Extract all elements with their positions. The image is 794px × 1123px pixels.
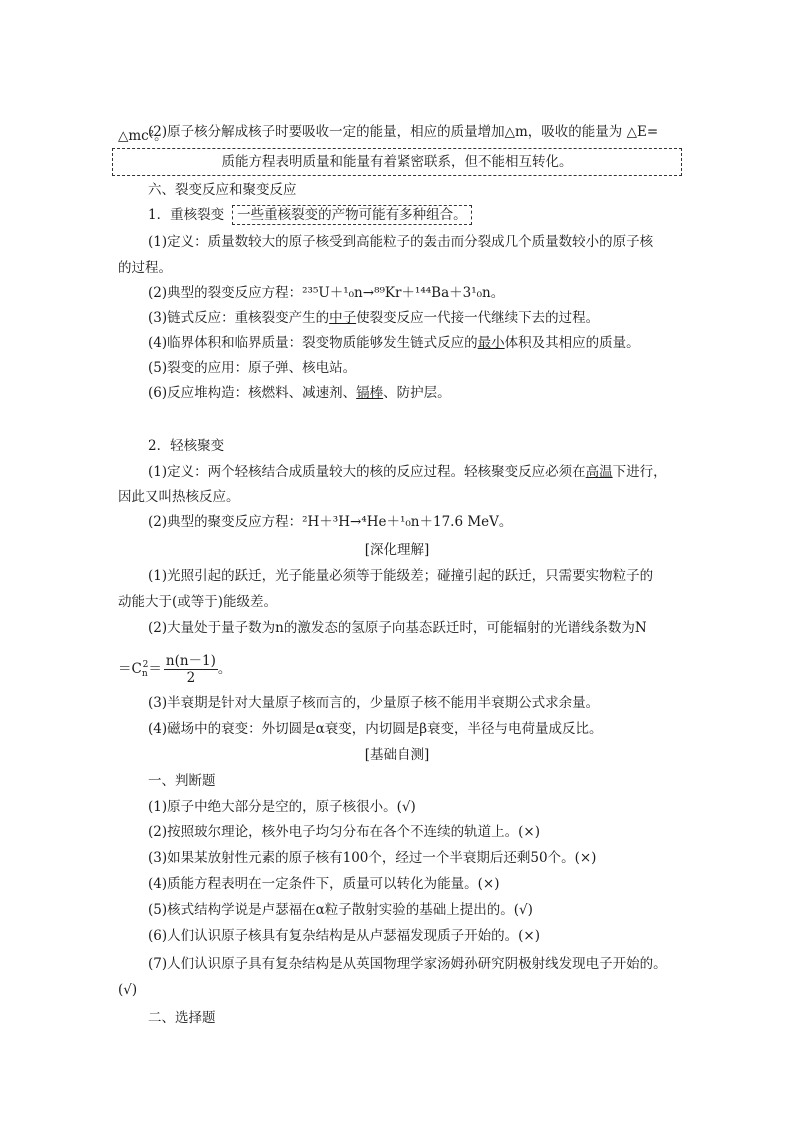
text-segment: 体积及其相应的质量。 bbox=[504, 335, 640, 351]
underlined-term: 中子 bbox=[329, 310, 357, 326]
equation-line: (2)典型的裂变反应方程：²³⁵U＋¹₀n→⁸⁹Kr＋¹⁴⁴Ba＋3¹₀n。 bbox=[148, 285, 505, 301]
paragraph-line: (1)定义：质量数较大的原子核受到高能粒子的轰击而分裂成几个质量数较小的原子核 bbox=[148, 234, 654, 250]
text-segment: (6)反应堆构造：核燃料、减速剂、 bbox=[148, 385, 357, 401]
list-item: (1)原子中绝大部分是空的，原子核很小。(√) bbox=[148, 799, 416, 815]
note-inline-box: 一些重核裂变的产物可能有多种组合。 bbox=[232, 205, 472, 225]
text-segment: (3)链式反应：重核裂变产生的 bbox=[148, 310, 330, 326]
underlined-term: 高温 bbox=[585, 464, 613, 480]
formula-superscript: 2 bbox=[142, 660, 149, 670]
subsection-heading: 2．轻核聚变 bbox=[148, 438, 225, 454]
list-item: (4)质能方程表明在一定条件下，质量可以转化为能量。(×) bbox=[148, 876, 500, 892]
paragraph-line: (1)光照引起的跃迁，光子能量必须等于能级差；碰撞引起的跃迁，只需要实物粒子的 bbox=[148, 568, 654, 584]
fraction-numerator: n(n－1) bbox=[165, 653, 216, 669]
list-item-cont: (√) bbox=[118, 982, 138, 998]
paragraph-line: △mc²。 bbox=[118, 128, 168, 144]
paragraph-line bbox=[148, 462, 667, 482]
list-item: (3)如果某放射性元素的原子核有100个，经过一个半衰期后还剩50个。(×) bbox=[148, 850, 597, 866]
text-segment: (4)临界体积和临界质量：裂变物质能够发生链式反应的 bbox=[148, 335, 478, 351]
paragraph-line bbox=[148, 308, 599, 328]
note-box: 质能方程表明质量和能量有着紧密联系，但不能相互转化。 bbox=[112, 148, 682, 176]
text-segment: (1)定义：两个轻核结合成质量较大的核的反应过程。轻核聚变反应必须在 bbox=[148, 464, 586, 480]
subsection-title: 1．重核裂变 bbox=[148, 207, 225, 223]
paragraph-line: (4)磁场中的衰变：外切圆是α衰变，内切圆是β衰变，半径与电荷量成反比。 bbox=[148, 721, 603, 737]
fraction-denominator: 2 bbox=[186, 670, 196, 686]
paragraph-line: (2)大量处于量子数为n的激发态的氢原子向基态跃迁时，可能辐射的光谱线条数为N bbox=[148, 620, 647, 636]
text-segment: 使裂变反应一代接一代继续下去的过程。 bbox=[356, 310, 600, 326]
text-segment: 下进行， bbox=[612, 464, 667, 480]
list-item: (7)人们认识原子具有复杂结构是从英国物理学家汤姆孙研究阴极射线发现电子开始的。 bbox=[148, 956, 667, 972]
paragraph-line: (3)半衰期是针对大量原子核而言的，少量原子核不能用半衰期公式求余量。 bbox=[148, 695, 600, 711]
paragraph-line: 因此又叫热核反应。 bbox=[118, 489, 240, 505]
paragraph-line: 的过程。 bbox=[118, 260, 172, 276]
text-segment: 、防护层。 bbox=[383, 385, 451, 401]
paragraph-line: (5)裂变的应用：原子弹、核电站。 bbox=[148, 360, 357, 376]
list-item: (2)按照玻尔理论，核外电子均匀分布在各个不连续的轨道上。(×) bbox=[148, 824, 540, 840]
underlined-term: 最小 bbox=[477, 335, 505, 351]
underlined-term: 镉棒 bbox=[356, 385, 384, 401]
paragraph-line bbox=[148, 333, 640, 353]
formula-text: 。 bbox=[217, 661, 232, 677]
section-heading: 六、裂变反应和聚变反应 bbox=[148, 182, 297, 198]
formula-subscript: n bbox=[141, 669, 148, 679]
formula-text: ＝ bbox=[148, 661, 162, 677]
subsection-heading bbox=[148, 205, 472, 225]
formula-text: ＝C bbox=[118, 661, 142, 677]
paragraph-line: (2)原子核分解成核子时要吸收一定的能量，相应的质量增加△m，吸收的能量为 △E= bbox=[148, 124, 659, 140]
paragraph-line bbox=[148, 383, 451, 403]
paragraph-line: 动能大于(或等于)能级差。 bbox=[118, 594, 278, 610]
fraction bbox=[164, 653, 218, 686]
list-item: (5)核式结构学说是卢瑟福在α粒子散射实验的基础上提出的。(√) bbox=[148, 902, 533, 918]
section-heading: 一、判断题 bbox=[148, 773, 216, 789]
formula-line bbox=[118, 648, 231, 691]
equation-line: (2)典型的聚变反应方程：²H＋³H→⁴He＋¹₀n＋17.6 MeV。 bbox=[148, 514, 513, 530]
section-label: [深化理解] bbox=[364, 542, 430, 558]
list-item: (6)人们认识原子核具有复杂结构是从卢瑟福发现质子开始的。(×) bbox=[148, 928, 540, 944]
section-heading: 二、选择题 bbox=[148, 1010, 216, 1026]
section-label: [基础自测] bbox=[364, 747, 430, 763]
